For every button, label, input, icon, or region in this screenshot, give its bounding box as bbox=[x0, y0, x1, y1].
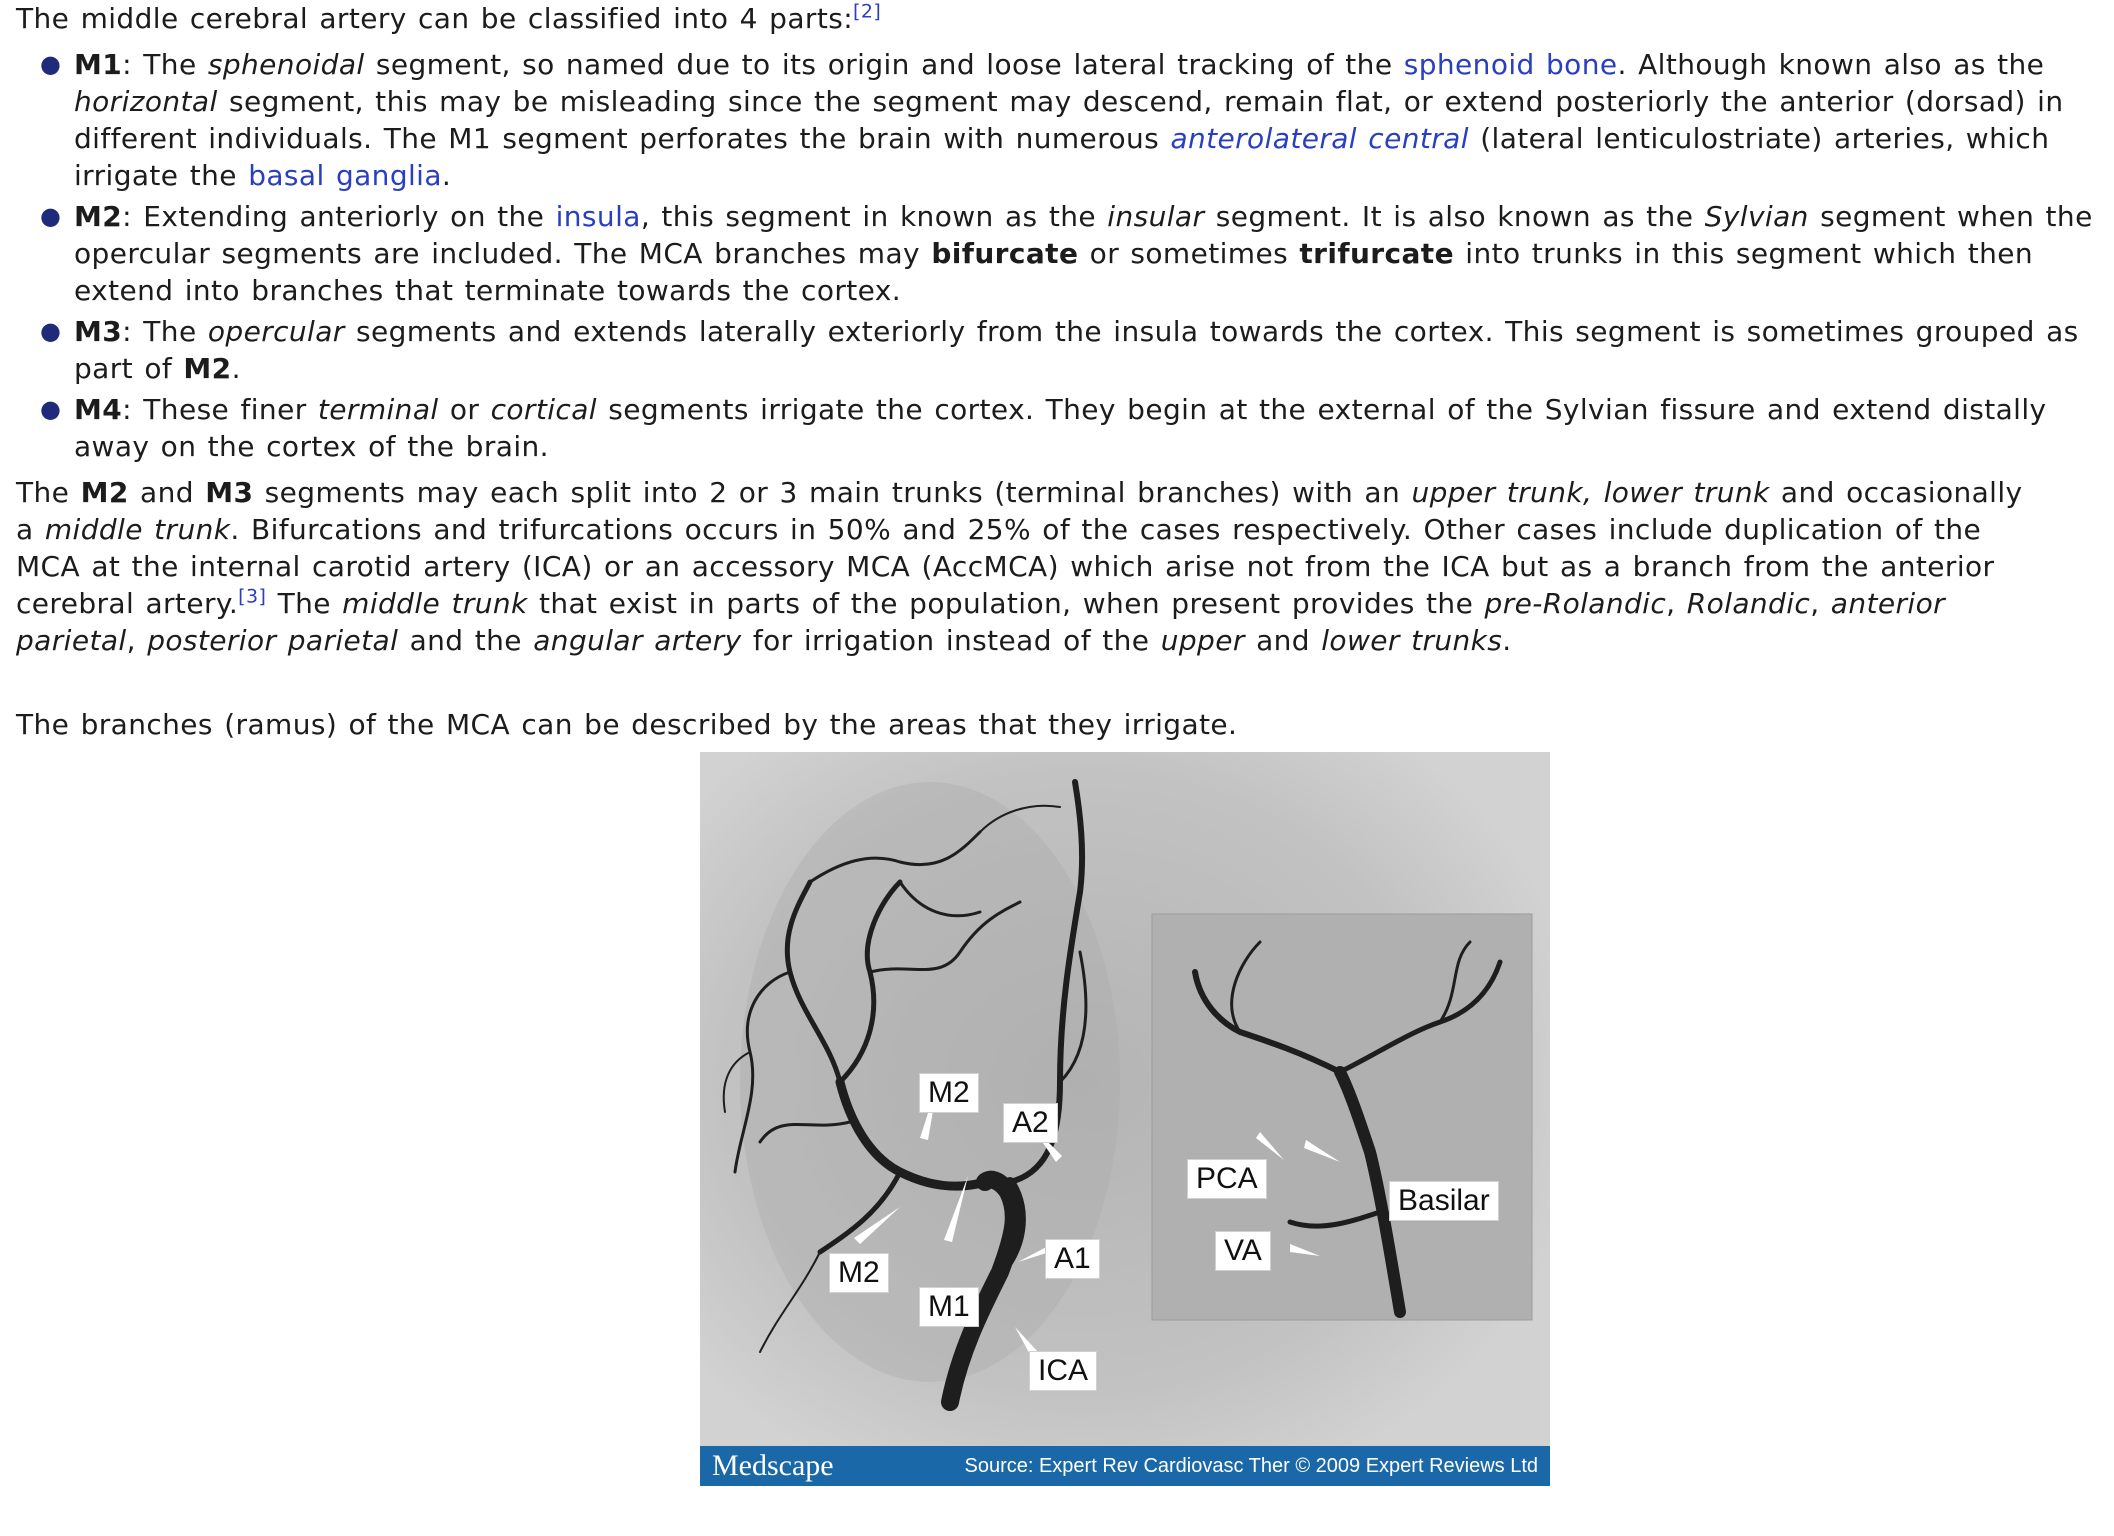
italic-text: sphenoidal bbox=[207, 48, 365, 81]
part-description bbox=[74, 48, 2064, 192]
label-va: VA bbox=[1216, 1232, 1270, 1270]
italic-text: angular artery bbox=[533, 624, 742, 657]
wiki-link[interactable]: anterolateral central bbox=[1170, 122, 1469, 155]
bullet-icon: ● bbox=[40, 395, 62, 423]
body-text: segments irrigate the cortex. They begin at the external of the Sylvian fissure and extend distally away on the cortex of the brain. bbox=[74, 393, 2047, 463]
label-basilar: Basilar bbox=[1390, 1182, 1498, 1220]
part-title: M1 bbox=[74, 48, 123, 81]
paragraph-trunks bbox=[16, 474, 2026, 659]
body-text: . bbox=[231, 352, 241, 385]
body-text: The bbox=[266, 587, 343, 620]
list-item-m2 bbox=[40, 198, 2114, 309]
wiki-link[interactable]: basal ganglia bbox=[248, 159, 442, 192]
angiogram-figure bbox=[700, 752, 1550, 1486]
citation-3[interactable] bbox=[238, 586, 266, 608]
body-text: and bbox=[1244, 624, 1322, 657]
italic-text: insular bbox=[1107, 200, 1205, 233]
medscape-logo: Medscape bbox=[712, 1449, 834, 1482]
part-title: M2 bbox=[74, 200, 123, 233]
body-text: : Extending anteriorly on the bbox=[122, 200, 556, 233]
body-text: into trunks in this segment which then extend into branches that terminate towards the cortex. bbox=[74, 237, 2033, 307]
body-text: : These finer bbox=[122, 393, 318, 426]
body-text: , this segment in known as the bbox=[640, 200, 1108, 233]
angiogram-image bbox=[700, 752, 1550, 1486]
body-text: The bbox=[16, 476, 81, 509]
italic-text: upper trunk, lower trunk bbox=[1411, 476, 1770, 509]
wiki-link[interactable]: insula bbox=[555, 200, 641, 233]
bullet-icon: ● bbox=[40, 317, 62, 345]
list-item-m4 bbox=[40, 391, 2114, 465]
label-a2: A2 bbox=[1004, 1104, 1057, 1142]
body-text: : The bbox=[122, 48, 208, 81]
label-pca: PCA bbox=[1188, 1160, 1266, 1198]
bullet-icon: ● bbox=[40, 202, 62, 230]
list-item-m1 bbox=[40, 46, 2114, 194]
italic-text: upper bbox=[1160, 624, 1245, 657]
bullet-icon: ● bbox=[40, 50, 62, 78]
label-a1: A1 bbox=[1046, 1240, 1099, 1278]
italic-text: middle trunk bbox=[44, 513, 231, 546]
italic-text: Sylvian bbox=[1704, 200, 1809, 233]
body-text: (lateral lenticulostriate) arteries, which irrigate the bbox=[74, 122, 2050, 192]
body-text: segments and extends laterally exteriorly from the insula towards the cortex. This segment is sometimes grouped as part of bbox=[74, 315, 2079, 385]
list-item-m3 bbox=[40, 313, 2114, 387]
body-text: and the bbox=[398, 624, 534, 657]
label-m2-lower: M2 bbox=[830, 1254, 888, 1292]
figure-caption-bar bbox=[700, 1446, 1550, 1486]
body-text: segment. It is also known as the bbox=[1204, 200, 1705, 233]
mca-parts-list bbox=[0, 46, 2114, 469]
body-text: or sometimes bbox=[1078, 237, 1300, 270]
part-title: M4 bbox=[74, 393, 123, 426]
italic-text: anterior parietal bbox=[16, 587, 1946, 657]
body-text: or bbox=[438, 393, 491, 426]
italic-text: posterior parietal bbox=[147, 624, 399, 657]
part-description bbox=[74, 315, 2079, 385]
paragraph-branches: The branches (ramus) of the MCA can be described by the areas that they irrigate. bbox=[16, 708, 1238, 741]
citation-2[interactable] bbox=[853, 1, 881, 23]
label-m1: M1 bbox=[920, 1288, 978, 1326]
wiki-link[interactable]: sphenoid bone bbox=[1403, 48, 1618, 81]
italic-text: terminal bbox=[317, 393, 439, 426]
figure-source: Source: Expert Rev Cardiovasc Ther © 2009 Expert Reviews Ltd bbox=[964, 1455, 1538, 1477]
label-ica: ICA bbox=[1030, 1352, 1096, 1390]
body-text: . bbox=[441, 159, 452, 192]
body-text: and bbox=[128, 476, 206, 509]
italic-text: Rolandic bbox=[1686, 587, 1811, 620]
label-m2-upper: M2 bbox=[920, 1074, 978, 1112]
body-text: : The bbox=[122, 315, 208, 348]
body-text: , bbox=[1666, 587, 1687, 620]
body-text: . Bifurcations and trifurcations occurs in 50% and 25% of the cases respectively. Other cases include duplication of the MCA at the internal carotid artery (ICA) or an accessory MCA (AccMCA) which arise not from the ICA but as a branch from the anterior cerebral artery. bbox=[16, 513, 1995, 620]
part-title: M3 bbox=[74, 315, 123, 348]
italic-text: lower trunks bbox=[1321, 624, 1503, 657]
citation-3-link[interactable]: [3] bbox=[238, 585, 267, 608]
body-text: , bbox=[1810, 587, 1831, 620]
bold-text: M2 bbox=[183, 352, 232, 385]
bold-text: trifurcate bbox=[1299, 237, 1454, 270]
intro-text: The middle cerebral artery can be classified into 4 parts: bbox=[16, 2, 854, 35]
italic-text: horizontal bbox=[74, 85, 218, 118]
italic-text: cortical bbox=[490, 393, 597, 426]
bold-text: bifurcate bbox=[931, 237, 1079, 270]
body-text: . bbox=[1502, 624, 1512, 657]
part-description bbox=[74, 393, 2047, 463]
body-text: for irrigation instead of the bbox=[741, 624, 1161, 657]
bold-text: M3 bbox=[205, 476, 254, 509]
body-text: , bbox=[126, 624, 148, 657]
body-text: segments may each split into 2 or 3 main trunks (terminal branches) with an bbox=[253, 476, 1412, 509]
italic-text: pre-Rolandic bbox=[1484, 587, 1667, 620]
body-text: segment when the opercular segments are included. The MCA branches may bbox=[74, 200, 2093, 270]
body-text: segment, so named due to its origin and loose lateral tracking of the bbox=[364, 48, 1404, 81]
body-text: that exist in parts of the population, when present provides the bbox=[527, 587, 1485, 620]
part-description bbox=[74, 200, 2093, 307]
body-text: . Although known also as the bbox=[1617, 48, 2045, 81]
italic-text: opercular bbox=[207, 315, 345, 348]
italic-text: middle trunk bbox=[342, 587, 528, 620]
bold-text: M2 bbox=[80, 476, 129, 509]
body-text: segment, this may be misleading since the segment may descend, remain flat, or extend posteriorly the anterior (dorsad) in different individuals. The M1 segment perforates the brain with numerous bbox=[74, 85, 2064, 155]
citation-2-link[interactable]: [2] bbox=[853, 0, 882, 23]
intro-line bbox=[16, 0, 2026, 37]
body-text: and occasionally a bbox=[16, 476, 2023, 546]
